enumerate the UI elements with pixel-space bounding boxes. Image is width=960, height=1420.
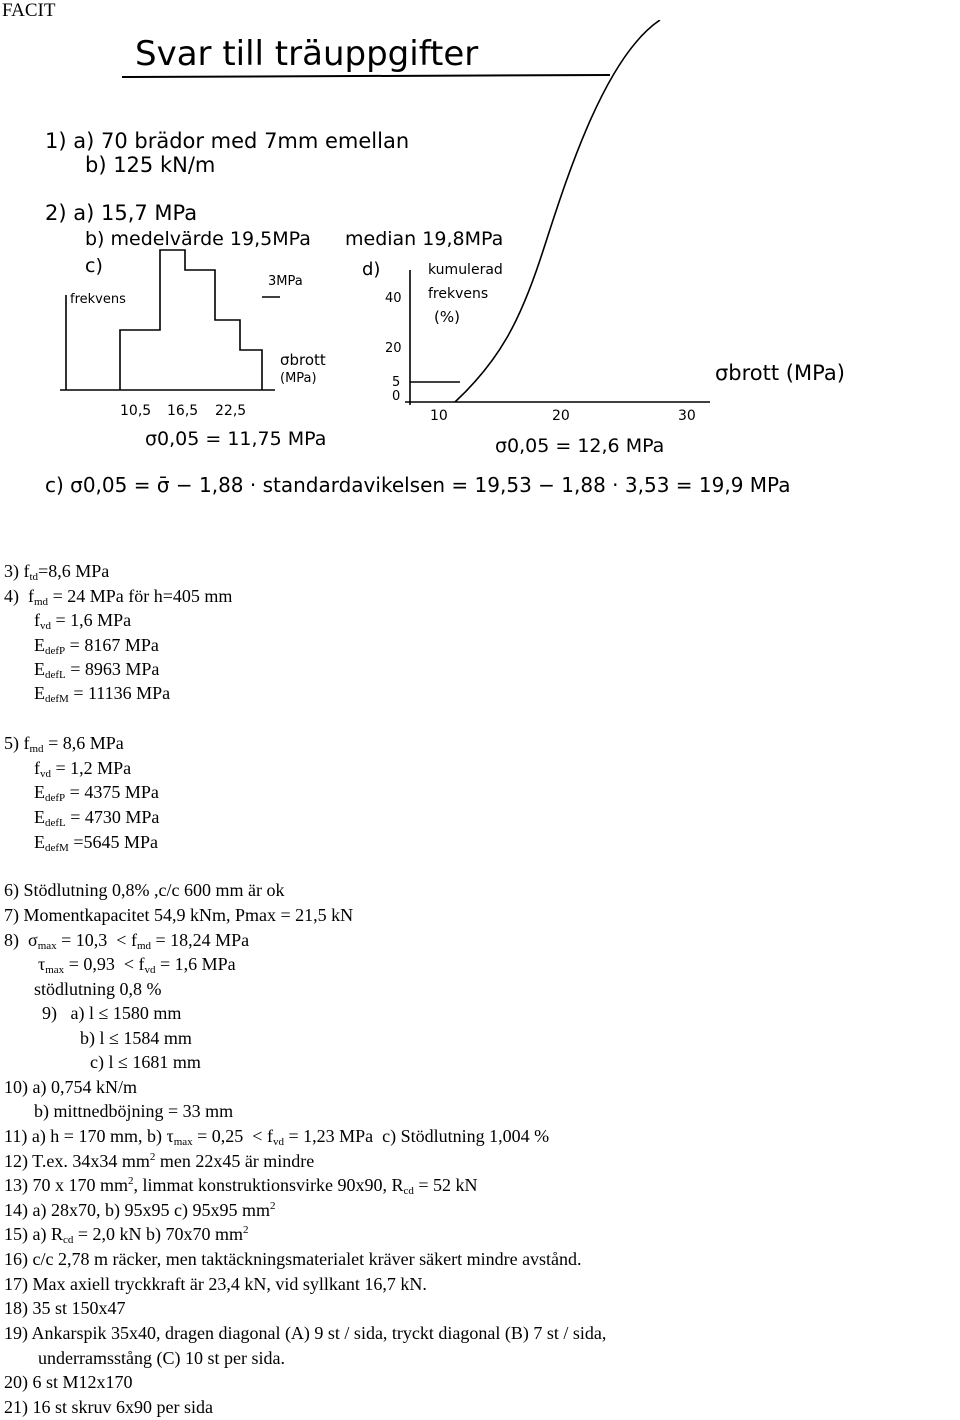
cum-xtick-30: 30 [678, 408, 696, 424]
answer-16: 16) c/c 2,78 m räcker, men taktäckningsmaterialet kräver säkert mindre avstånd. [4, 1249, 582, 1269]
scan-line-c: c) σ0,05 = σ̄ − 1,88 · standardavikelsen = 19,53 − 1,88 · 3,53 = 19,9 MPa [45, 473, 791, 497]
hist-tick-1: 10,5 [120, 403, 152, 419]
answer-10a: 10) a) 0,754 kN/m [4, 1077, 137, 1097]
answer-4-edefl: $E_{defL} = 8963$ MPa [34, 659, 160, 681]
cum-ytick-5: 5 [392, 375, 401, 390]
answer-19: 19) Ankarspik 35x40, dragen diagonal (A) 9 st / sida, tryckt diagonal (B) 7 st / sida, [4, 1323, 607, 1343]
answer-21: 21) 16 st skruv 6x90 per sida [4, 1397, 213, 1417]
q2b-median: median 19,8MPa [345, 228, 504, 250]
answer-19-cont: underramsstång (C) 10 st per sida. [38, 1348, 285, 1368]
answer-4: 4) $f_{md} = 24$ MPa för h=405 mm [4, 586, 233, 608]
answer-5-fvd: $f_{vd} = 1,2$ MPa [34, 758, 132, 780]
answer-5: 5) $f_{md} = 8,6$ MPa [4, 733, 124, 755]
answer-18: 18) 35 st 150x47 [4, 1298, 126, 1318]
answer-9a: 9) a) l ≤ 1580 mm [42, 1003, 182, 1023]
answer-9c: c) l ≤ 1681 mm [90, 1052, 201, 1072]
answer-4-edefm: $E_{defM} = 11136$ MPa [34, 683, 171, 705]
cum-ytick-40: 40 [385, 291, 402, 306]
cum-result: σ0,05 = 12,6 MPa [495, 435, 665, 457]
cum-yunit: (%) [434, 308, 460, 326]
q2c-text: c) [85, 255, 103, 277]
hist-bin-width: 3MPa [268, 274, 303, 289]
answer-7: 7) Momentkapacitet 54,9 kNm, Pmax = 21,5 kN [4, 905, 354, 925]
cum-xtick-20: 20 [552, 408, 570, 424]
answer-9b: b) l ≤ 1584 mm [80, 1028, 192, 1048]
answer-4-fvd: $f_{vd} = 1,6$ MPa [34, 610, 132, 632]
answer-8-lutning: stödlutning 0,8 % [34, 979, 162, 999]
hist-tick-3: 22,5 [215, 403, 247, 419]
q1a-text: 1) a) 70 brädor med 7mm emellan [45, 129, 410, 153]
cum-xtick-10: 10 [430, 408, 448, 424]
answer-17: 17) Max axiell tryckkraft är 23,4 kN, vid syllkant 16,7 kN. [4, 1274, 427, 1294]
answer-20: 20) 6 st M12x170 [4, 1372, 133, 1392]
answer-10b: b) mittnedböjning = 33 mm [34, 1101, 234, 1121]
answer-5-edefm: $E_{defM} =5645$ MPa [34, 832, 158, 854]
scan-title: Svar till träuppgifter [135, 34, 479, 74]
cum-ytick-20: 20 [385, 341, 402, 356]
q2a-text: 2) a) 15,7 MPa [45, 201, 198, 225]
answer-13: 13) 70 x 170 $mm^2$, limmat konstruktionsvirke 90x90, $R_{cd} = 52$ kN [4, 1175, 478, 1197]
cum-ylabel2: frekvens [428, 286, 489, 302]
hist-tick-2: 16,5 [167, 403, 199, 419]
answer-3: 3) $f_{td}=8,6$ MPa [4, 561, 110, 583]
cumulative-plot [405, 20, 710, 405]
answer-15: 15) a) $R_{cd} = 2,0$ kN b) 70x70 $mm^2$ [4, 1224, 249, 1246]
q1b-text: b) 125 kN/m [85, 153, 216, 177]
answer-5-edefp: $E_{defP} = 4375$ MPa [34, 782, 159, 804]
handwritten-scan [0, 20, 960, 540]
cum-ylabel1: kumulerad [428, 262, 503, 278]
answer-8: 8) $\sigma_{max} = 10,3 < f_{md} = 18,24$ MPa [4, 930, 250, 952]
hist-ylabel: frekvens [70, 292, 126, 307]
cum-ytick-0: 0 [392, 389, 401, 404]
cum-d: d) [362, 259, 381, 280]
hist-result: σ0,05 = 11,75 MPa [145, 428, 327, 450]
answer-14: 14) a) 28x70, b) 95x95 c) 95x95 $mm^2$ [4, 1200, 276, 1220]
answer-8-tau: $\tau_{max} = 0,93 < f_{vd} = 1,6$ MPa [38, 954, 236, 976]
title-underline [122, 75, 610, 77]
hist-xunit: (MPa) [280, 371, 317, 386]
hist-xlabel: σbrott [280, 351, 326, 369]
answer-11: 11) a) h = 170 mm, b) $\tau_{max} = 0,25 < f_{vd} = 1,23$ MPa c) Stödlutning 1,004 % [4, 1126, 550, 1148]
answer-5-edefl: $E_{defL} = 4730$ MPa [34, 807, 160, 829]
answer-4-edefp: $E_{defP} = 8167$ MPa [34, 635, 159, 657]
page-header: FACIT [2, 0, 56, 21]
cum-xlabel: σbrott (MPa) [715, 361, 845, 385]
answer-6: 6) Stödlutning 0,8% ,c/c 600 mm är ok [4, 880, 285, 900]
answer-12: 12) T.ex. 34x34 $mm^2$ men 22x45 är mindre [4, 1151, 315, 1171]
q2b-text: b) medelvärde 19,5MPa [85, 228, 311, 250]
